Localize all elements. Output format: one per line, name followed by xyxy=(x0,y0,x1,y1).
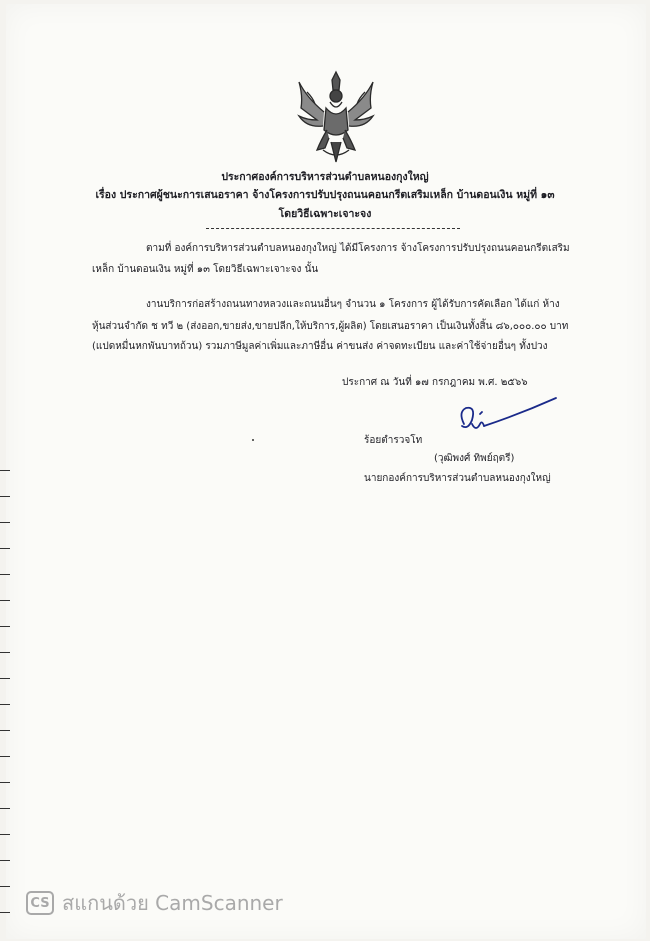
announcement-subject: เรื่อง ประกาศผู้ชนะการเสนอราคา จ้างโครงการปรับปรุงถนนคอนกรีตเสริมเหล็ก บ้านดอนเงิน หมู่ที่ ๑๓ xyxy=(95,189,555,201)
announcement-title: ประกาศองค์การบริหารส่วนตำบลหนองกุงใหญ่ xyxy=(221,171,429,183)
signer-position: นายกองค์การบริหารส่วนตำบลหนองกุงใหญ่ xyxy=(364,473,551,484)
watermark-text: สแกนด้วย CamScanner xyxy=(62,891,283,915)
handwritten-signature xyxy=(450,394,570,444)
announcement-method: โดยวิธีเฉพาะเจาะจง xyxy=(278,208,372,220)
binder-edge-marks xyxy=(0,470,12,940)
signer-name: (วุฒิพงศ์ ทิพย์ฤตรี) xyxy=(434,453,515,464)
paragraph-2-line-3: (แปดหมื่นหกพันบาทถ้วน) รวมภาษีมูลค่าเพิ่มและภาษีอื่น ค่าขนส่ง ค่าจดทะเบียน และค่าใช้จ่ายอื่นๆ ทั้งปวง xyxy=(92,341,548,352)
camscanner-watermark xyxy=(26,889,283,917)
speck xyxy=(252,439,254,441)
camscanner-logo-icon: CS xyxy=(26,891,54,915)
paragraph-2-line-2: หุ้นส่วนจำกัด ช ทวี ๒ (ส่งออก,ขายส่ง,ขายปลีก,ให้บริการ,ผู้ผลิต) โดยเสนอราคา เป็นเงินทั้งสิ้น ๘๖,๐๐๐.๐๐ บาท xyxy=(92,321,569,332)
paragraph-1-line-1: ตามที่ องค์การบริหารส่วนตำบลหนองกุงใหญ่ ได้มีโครงการ จ้างโครงการปรับปรุงถนนคอนกรีตเสริม xyxy=(146,243,570,254)
announcement-date: ประกาศ ณ วันที่ ๑๗ กรกฎาคม พ.ศ. ๒๕๖๖ xyxy=(342,377,528,388)
divider xyxy=(206,228,460,229)
paragraph-1-line-2: เหล็ก บ้านดอนเงิน หมู่ที่ ๑๓ โดยวิธีเฉพาะเจาะจง นั้น xyxy=(92,264,319,275)
signer-rank: ร้อยตำรวจโท xyxy=(364,435,423,446)
garuda-emblem-icon xyxy=(293,68,379,166)
paragraph-2-line-1: งานบริการก่อสร้างถนนทางหลวงและถนนอื่นๆ จำนวน ๑ โครงการ ผู้ได้รับการคัดเลือก ได้แก่ ห้าง xyxy=(146,299,560,310)
